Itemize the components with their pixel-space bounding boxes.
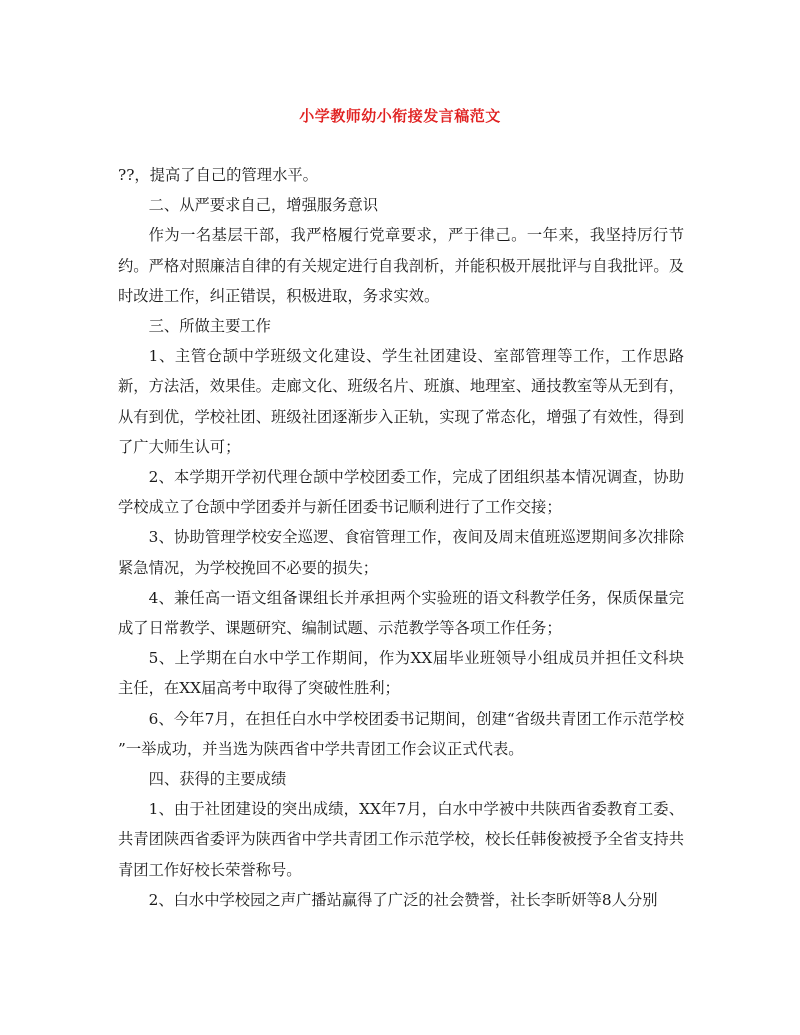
- document-title: 小学教师幼小衔接发言稿范文: [299, 107, 501, 125]
- paragraph: 5、上学期在白水中学工作期间，作为XX届毕业班领导小组成员并担任文科块主任，在XX届高考中取得了突破性胜利；: [118, 649, 684, 698]
- paragraph: 2、白水中学校园之声广播站赢得了广泛的社会赞誉，社长李昕妍等8人分别: [148, 890, 658, 909]
- paragraph: ??，提高了自己的管理水平。: [118, 166, 318, 184]
- paragraph: 2、本学期开学初代理仓颉中学校团委工作，完成了团组织基本情况调查，协助学校成立了仓颉中学团委并与新任团委书记顺利进行了工作交接；: [118, 468, 684, 517]
- paragraph: 4、兼任高一语文组备课组长并承担两个实验班的语文科教学任务，保质保量完成了日常教学、课题研究、编制试题、示范教学等各项工作任务；: [118, 588, 684, 638]
- paragraph: 三、所做主要工作: [148, 317, 271, 336]
- document-body: [118, 160, 684, 915]
- paragraph: 四、获得的主要成绩: [148, 770, 287, 789]
- paragraph: 1、由于社团建设的突出成绩，XX年7月，白水中学被中共陕西省委教育工委、共青团陕西省委评为陕西省中学共青团工作示范学校，校长任韩俊被授予全省支持共青团工作好校长荣誉称号。: [118, 800, 684, 879]
- paragraph: 二、从严要求自己，增强服务意识: [148, 196, 379, 215]
- paragraph: 3、协助管理学校安全巡逻、食宿管理工作，夜间及周末值班巡逻期间多次排除紧急情况，为学校挽回不必要的损失；: [118, 528, 684, 577]
- paragraph: 1、主管仓颉中学班级文化建设、学生社团建设、室部管理等工作，工作思路新，方法活，效果佳。走廊文化、班级名片、班旗、地理室、通技教室等从无到有，从有到优，学校社团、班级社团逐渐步入正轨，实现了常态化，增强了有效性，得到了广大师生认可；: [118, 347, 684, 456]
- paragraph: 6、今年7月，在担任白水中学校团委书记期间，创建“省级共青团工作示范学校 ”一举成功，并当选为陕西省中学共青团工作会议正式代表。: [118, 709, 684, 758]
- paragraph: 作为一名基层干部，我严格履行党章要求，严于律己。一年来，我坚持厉行节约。严格对照廉洁自律的有关规定进行自我剖析，并能积极开展批评与自我批评。及时改进工作，纠正错误，积极进取，务求实效。: [118, 226, 684, 305]
